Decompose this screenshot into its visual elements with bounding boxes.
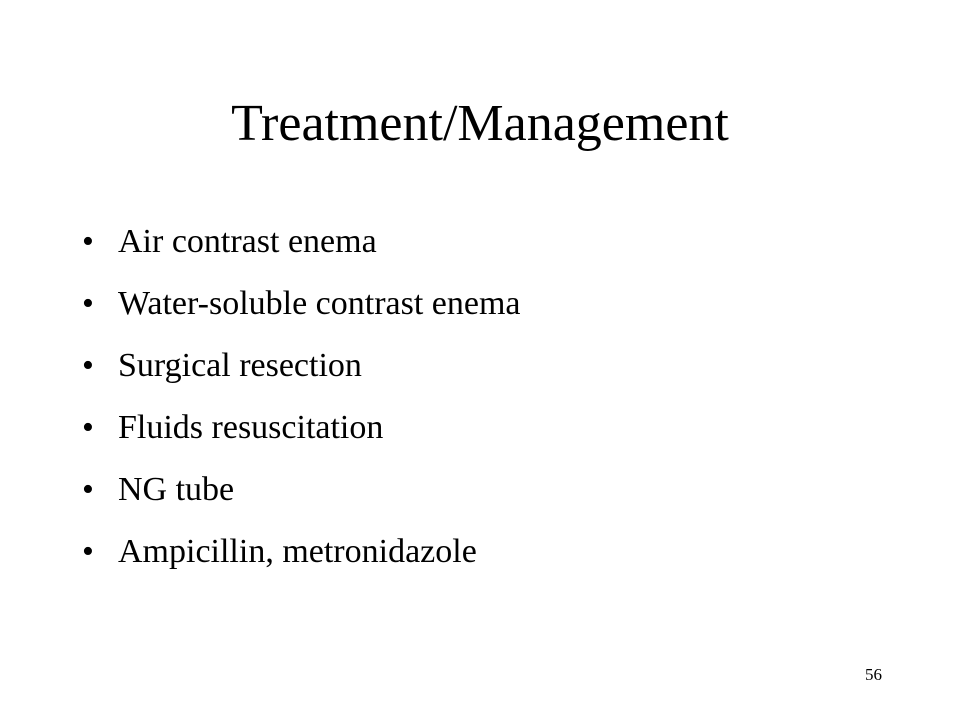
bullet-item — [82, 278, 521, 340]
bullet-dot: • — [82, 285, 94, 322]
page-number: 56 — [865, 665, 882, 684]
bullet-text: Air contrast enema — [118, 223, 377, 260]
bullet-item — [82, 340, 521, 402]
bullet-text: NG tube — [118, 471, 235, 508]
bullet-item — [82, 526, 521, 588]
bullet-list — [82, 216, 521, 588]
bullet-dot: • — [82, 223, 94, 260]
bullet-item — [82, 216, 521, 278]
bullet-text: Surgical resection — [118, 347, 362, 384]
bullet-item — [82, 464, 521, 526]
bullet-text: Water-soluble contrast enema — [118, 285, 521, 322]
bullet-text: Fluids resuscitation — [118, 409, 384, 446]
bullet-dot: • — [82, 409, 94, 446]
bullet-dot: • — [82, 533, 94, 570]
bullet-dot: • — [82, 347, 94, 384]
bullet-text: Ampicillin, metronidazole — [118, 533, 477, 570]
bullet-dot: • — [82, 471, 94, 508]
slide-title: Treatment/Management — [231, 95, 729, 152]
bullet-item — [82, 402, 521, 464]
